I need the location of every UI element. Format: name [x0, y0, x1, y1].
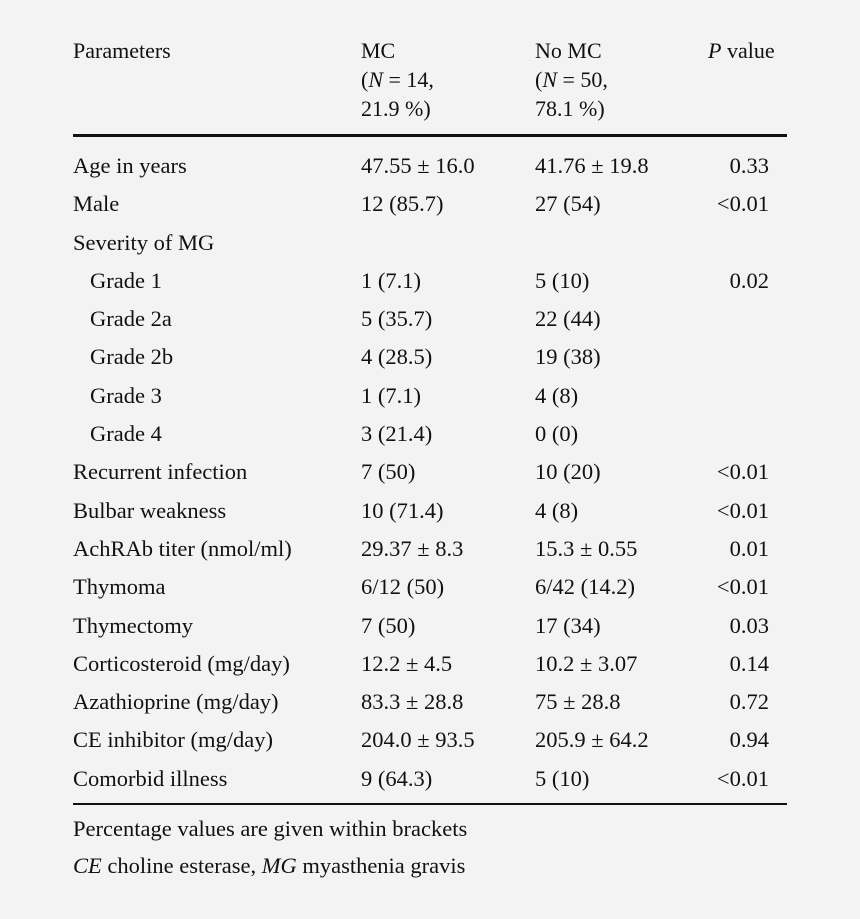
header-parameters: Parameters [73, 38, 171, 63]
row-nomc-value: 22 (44) [535, 306, 601, 332]
header-nomc-title: No MC [535, 38, 602, 63]
table-row [73, 147, 787, 185]
row-parameter: Corticosteroid (mg/day) [73, 650, 290, 676]
bottom-rule [73, 803, 787, 805]
row-mc-value: 7 (50) [361, 459, 416, 485]
row-mc-value: 83.3 ± 28.8 [361, 689, 464, 715]
table-row [73, 530, 787, 568]
table-row [73, 338, 787, 376]
row-parameter: Age in years [73, 153, 187, 178]
row-nomc-value: 17 (34) [535, 612, 601, 638]
header-mc-n-value: = 14, [383, 67, 434, 92]
row-nomc-value: 10.2 ± 3.07 [535, 650, 638, 676]
row-parameter: Grade 2b [90, 344, 174, 370]
row-p-value: <0.01 [716, 459, 769, 485]
row-p-value: 0.01 [729, 535, 769, 561]
row-mc-value: 12 (85.7) [361, 191, 444, 217]
table-row [73, 492, 787, 530]
row-parameter: Grade 4 [90, 421, 162, 447]
table-row [73, 415, 787, 453]
row-mc-value: 12.2 ± 4.5 [361, 650, 453, 676]
footnote-abbr-mg: MG [261, 853, 297, 878]
row-p-value: <0.01 [716, 574, 769, 600]
footnote-abbr-ce: CE [73, 853, 102, 878]
row-nomc-value: 5 (10) [535, 267, 590, 293]
header-mc-percent: 21.9 %) [361, 96, 431, 121]
row-p-value: <0.01 [716, 191, 769, 217]
header-mc-n: N [368, 67, 384, 92]
row-mc-value: 9 (64.3) [361, 765, 433, 791]
row-p-value: <0.01 [716, 497, 769, 523]
header-pvalue [708, 36, 775, 65]
row-mc-value: 204.0 ± 93.5 [361, 727, 475, 753]
row-mc-value: 1 (7.1) [361, 267, 421, 293]
row-nomc-value: 6/42 (14.2) [535, 574, 635, 600]
table-row [73, 645, 787, 683]
row-nomc-value: 75 ± 28.8 [535, 689, 621, 715]
table-row [73, 683, 787, 721]
header-p-label: P [708, 38, 722, 63]
row-nomc-value: 5 (10) [535, 765, 590, 791]
header-nomc-n: N [542, 67, 558, 92]
table-footnotes [73, 810, 467, 884]
row-parameter: Grade 2a [90, 306, 172, 332]
row-mc-value: 47.55 ± 16.0 [361, 153, 475, 178]
row-mc-value: 5 (35.7) [361, 306, 433, 332]
row-parameter: Bulbar weakness [73, 497, 227, 523]
table-row [73, 607, 787, 645]
table-row [73, 377, 787, 415]
row-parameter: Azathioprine (mg/day) [73, 689, 279, 715]
footnote-abbreviations [73, 847, 467, 884]
row-mc-value: 10 (71.4) [361, 497, 444, 523]
row-nomc-value: 4 (8) [535, 497, 579, 523]
row-p-value: 0.94 [729, 727, 769, 753]
table-row [73, 300, 787, 338]
header-p-rest: value [721, 38, 775, 63]
row-parameter: Male [73, 191, 120, 217]
header-rule [73, 134, 787, 137]
row-nomc-value: 27 (54) [535, 191, 601, 217]
table-row [73, 224, 787, 262]
row-parameter: Severity of MG [73, 229, 215, 255]
row-parameter: CE inhibitor (mg/day) [73, 727, 273, 753]
row-parameter: Grade 3 [90, 382, 162, 408]
row-mc-value: 6/12 (50) [361, 574, 445, 600]
table-row [73, 721, 787, 759]
footnote-percentage: Percentage values are given within brackets [73, 816, 468, 841]
table-row [73, 760, 787, 798]
row-p-value: 0.33 [729, 153, 769, 178]
table-row [73, 262, 787, 300]
footnote-abbr-mg-def: myasthenia gravis [296, 853, 466, 878]
header-mc: MC (N = 14, 21.9 %) [361, 38, 434, 121]
table-header [73, 36, 787, 136]
row-nomc-value: 4 (8) [535, 382, 579, 408]
header-nomc: No MC (N = 50, 78.1 %) [535, 38, 608, 121]
row-mc-value: 7 (50) [361, 612, 416, 638]
row-p-value: 0.72 [729, 689, 769, 715]
row-parameter: AchRAb titer (nmol/ml) [73, 535, 292, 561]
row-p-value: 0.02 [729, 267, 769, 293]
row-parameter: Thymectomy [73, 612, 193, 638]
row-nomc-value: 205.9 ± 64.2 [535, 727, 649, 753]
header-mc-title: MC [361, 38, 396, 63]
row-mc-value: 29.37 ± 8.3 [361, 535, 464, 561]
header-nomc-percent: 78.1 %) [535, 96, 605, 121]
table-row [73, 453, 787, 491]
row-parameter: Recurrent infection [73, 459, 248, 485]
row-parameter: Comorbid illness [73, 765, 228, 791]
row-parameter: Thymoma [73, 574, 166, 600]
row-mc-value: 4 (28.5) [361, 344, 433, 370]
row-p-value: 0.03 [729, 612, 769, 638]
table-row [73, 185, 787, 223]
row-nomc-value: 15.3 ± 0.55 [535, 535, 638, 561]
table-body [73, 147, 787, 798]
header-nomc-n-value: = 50, [557, 67, 608, 92]
footnote-abbr-ce-def: choline esterase, [101, 853, 262, 878]
row-nomc-value: 41.76 ± 19.8 [535, 153, 649, 178]
row-p-value: 0.14 [729, 650, 769, 676]
row-nomc-value: 0 (0) [535, 421, 579, 447]
row-mc-value: 1 (7.1) [361, 382, 421, 408]
row-mc-value: 3 (21.4) [361, 421, 433, 447]
row-nomc-value: 10 (20) [535, 459, 601, 485]
row-parameter: Grade 1 [90, 267, 162, 293]
row-p-value: <0.01 [716, 765, 769, 791]
row-nomc-value: 19 (38) [535, 344, 601, 370]
table-row [73, 568, 787, 606]
